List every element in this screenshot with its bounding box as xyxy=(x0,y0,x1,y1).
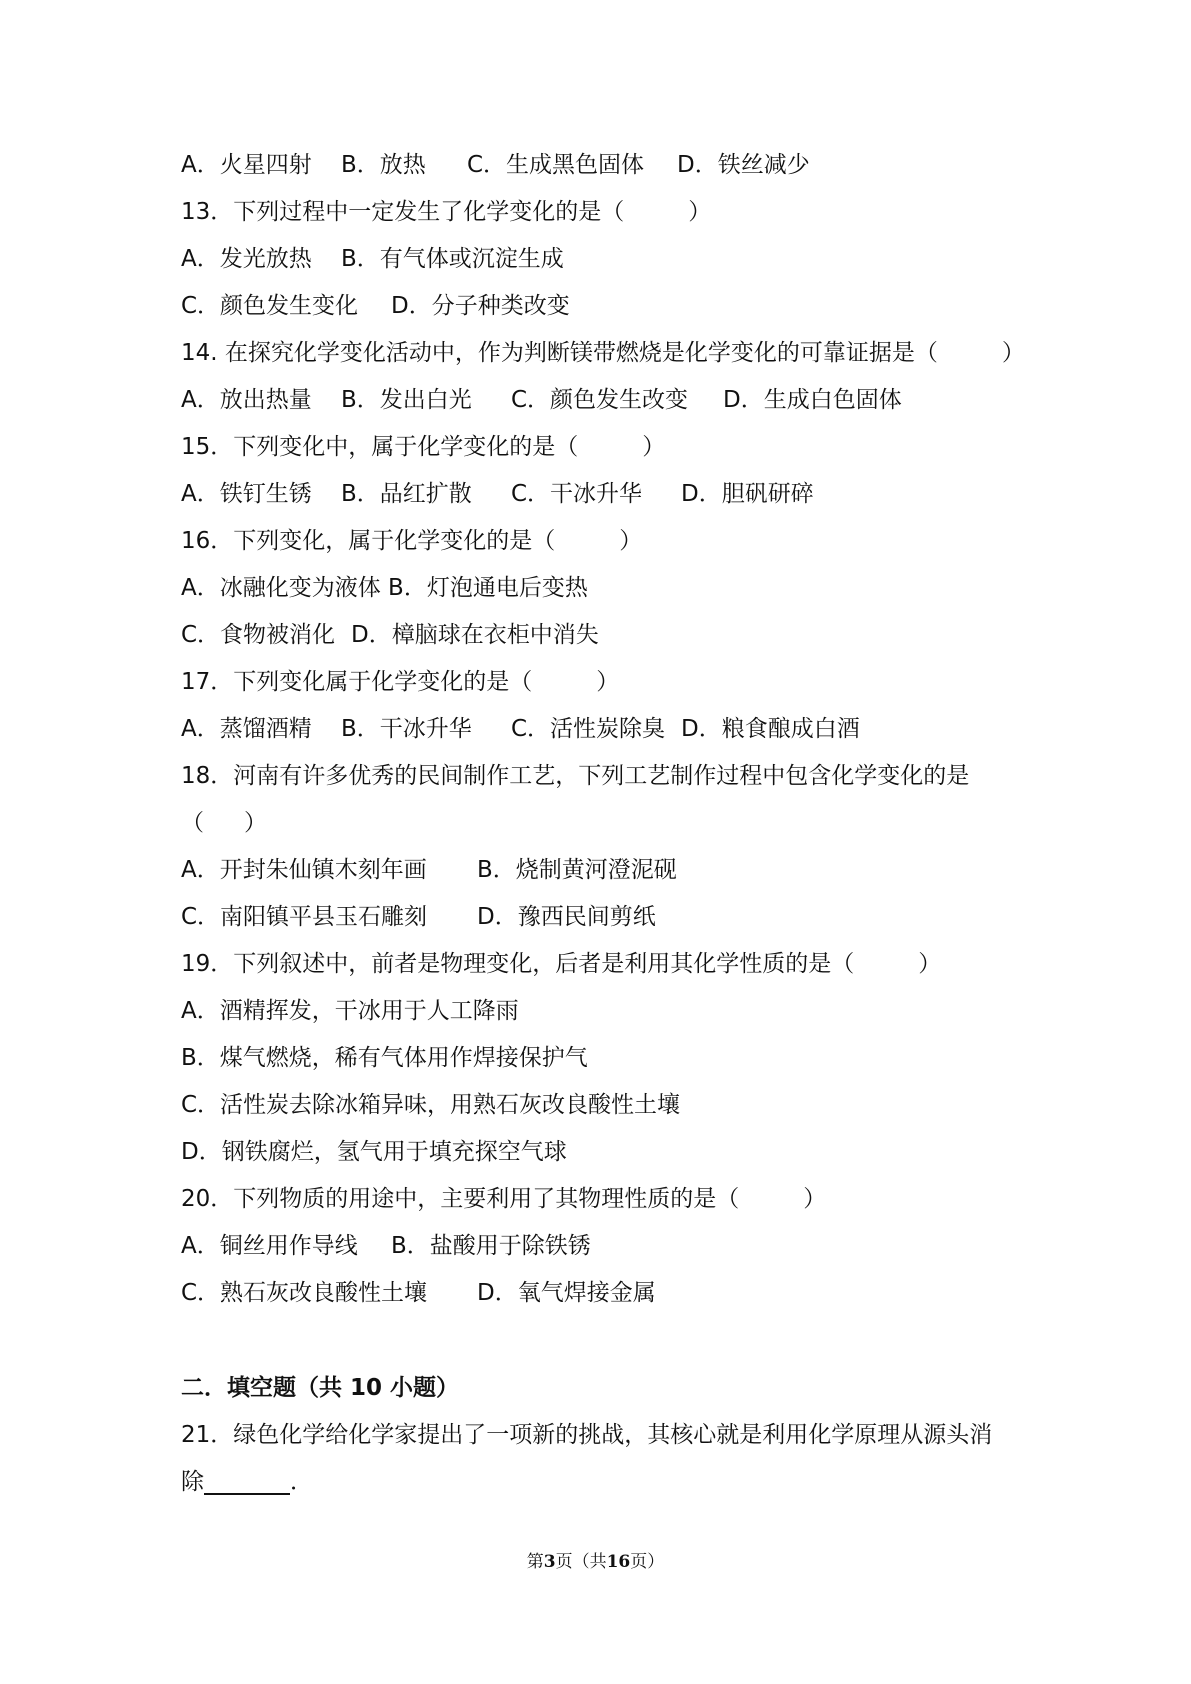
option-a: A．火星四射 xyxy=(181,152,312,178)
q13-options-row2 xyxy=(181,283,1041,330)
q12-options xyxy=(181,142,1041,189)
page-footer xyxy=(0,1547,1191,1572)
question-content xyxy=(181,142,1041,1506)
q20-options-row1 xyxy=(181,1223,1041,1270)
question-text: 17．下列变化属于化学变化的是（ xyxy=(181,669,533,695)
question-16 xyxy=(181,518,1041,565)
q20-options-row2 xyxy=(181,1270,1041,1317)
q18-options-row1 xyxy=(181,847,1041,894)
question-text: 15．下列变化中，属于化学变化的是（ xyxy=(181,434,579,460)
q14-options xyxy=(181,377,1041,424)
q16-options-row1 xyxy=(181,565,1041,612)
section-title: 二．填空题（共 10 小题） xyxy=(181,1375,460,1401)
option-a: A．铜丝用作导线 xyxy=(181,1233,358,1259)
option-d: D．樟脑球在衣柜中消失 xyxy=(351,622,599,648)
question-text: 18．河南有许多优秀的民间制作工艺，下列工艺制作过程中包含化学变化的是 xyxy=(181,763,970,789)
paren-close: ） xyxy=(1001,340,1025,366)
question-text-cont: 除 xyxy=(181,1469,204,1495)
footer-pre: 第 xyxy=(526,1552,544,1572)
option-c: C．颜色发生变化 xyxy=(181,293,359,319)
question-text: 20．下列物质的用途中，主要利用了其物理性质的是（ xyxy=(181,1186,740,1212)
question-19 xyxy=(181,941,1041,988)
option-d: D．粮食酿成白酒 xyxy=(681,716,860,742)
paren-close: ） xyxy=(803,1186,827,1212)
option-c: C．活性炭除臭 xyxy=(511,716,666,742)
option-a: A．发光放热 xyxy=(181,246,312,272)
option-b: B．烧制黄河澄泥砚 xyxy=(477,857,677,883)
question-text: 19．下列叙述中，前者是物理变化，后者是利用其化学性质的是（ xyxy=(181,951,855,977)
q13-options-row1 xyxy=(181,236,1041,283)
option-d: D．分子种类改变 xyxy=(391,293,570,319)
option-c: C．颜色发生改变 xyxy=(511,387,689,413)
paren-close: ） xyxy=(596,669,620,695)
option-d: D．铁丝减少 xyxy=(677,152,810,178)
question-17 xyxy=(181,659,1041,706)
page-number: 3 xyxy=(543,1552,556,1572)
option-d: D．豫西民间剪纸 xyxy=(477,904,656,930)
q19-option-c: C．活性炭去除冰箱异味，用熟石灰改良酸性土壤 xyxy=(181,1092,681,1118)
question-end: ． xyxy=(290,1469,313,1495)
option-b: B．有气体或沉淀生成 xyxy=(341,246,564,272)
paren-close: ） xyxy=(244,810,267,836)
q15-options xyxy=(181,471,1041,518)
question-text: 21．绿色化学给化学家提出了一项新的挑战，其核心就是利用化学原理从源头消 xyxy=(181,1422,993,1448)
question-text: 14. 在探究化学变化活动中，作为判断镁带燃烧是化学变化的可靠证据是（ xyxy=(181,340,938,366)
question-18 xyxy=(181,753,1041,800)
option-d: D．胆矾研碎 xyxy=(681,481,814,507)
option-b: B．盐酸用于除铁锈 xyxy=(391,1233,591,1259)
paren-close: ） xyxy=(918,951,942,977)
question-15 xyxy=(181,424,1041,471)
answer-blank[interactable] xyxy=(204,1463,290,1495)
option-b: B．品红扩散 xyxy=(341,481,472,507)
option-a: A．放出热量 xyxy=(181,387,312,413)
q19-option-d: D．钢铁腐烂，氢气用于填充探空气球 xyxy=(181,1139,567,1165)
question-20 xyxy=(181,1176,1041,1223)
option-b: B．发出白光 xyxy=(341,387,472,413)
option-a: A．蒸馏酒精 xyxy=(181,716,312,742)
question-18-paren xyxy=(181,800,1041,847)
q16-options-row2 xyxy=(181,612,1041,659)
q17-options xyxy=(181,706,1041,753)
total-pages: 16 xyxy=(606,1552,631,1572)
option-c: C．南阳镇平县玉石雕刻 xyxy=(181,904,428,930)
question-21 xyxy=(181,1412,1041,1459)
paren-close: ） xyxy=(642,434,666,460)
question-text: 16．下列变化，属于化学变化的是（ xyxy=(181,528,556,554)
option-c: C．熟石灰改良酸性土壤 xyxy=(181,1280,428,1306)
question-14 xyxy=(181,330,1041,377)
paren-close: ） xyxy=(619,528,643,554)
option-b: B．放热 xyxy=(341,152,426,178)
option-a-b: A．冰融化变为液体 B．灯泡通电后变热 xyxy=(181,575,588,601)
question-text: 13．下列过程中一定发生了化学变化的是（ xyxy=(181,199,625,225)
option-c: C．生成黑色固体 xyxy=(467,152,645,178)
option-d: D．氧气焊接金属 xyxy=(477,1280,656,1306)
question-13 xyxy=(181,189,1041,236)
option-b: B．干冰升华 xyxy=(341,716,472,742)
footer-mid: 页（共 xyxy=(555,1552,607,1572)
option-c: C．食物被消化 xyxy=(181,622,336,648)
paren-open: （ xyxy=(181,810,204,836)
q19-option-b: B．煤气燃烧，稀有气体用作焊接保护气 xyxy=(181,1045,588,1071)
option-c: C．干冰升华 xyxy=(511,481,643,507)
option-a: A．铁钉生锈 xyxy=(181,481,312,507)
paren-close: ） xyxy=(688,199,712,225)
footer-post: 页） xyxy=(630,1552,665,1572)
option-a: A．开封朱仙镇木刻年画 xyxy=(181,857,427,883)
q18-options-row2 xyxy=(181,894,1041,941)
question-21-cont xyxy=(181,1459,1041,1506)
q19-option-a: A．酒精挥发，干冰用于人工降雨 xyxy=(181,998,519,1024)
option-d: D．生成白色固体 xyxy=(723,387,902,413)
